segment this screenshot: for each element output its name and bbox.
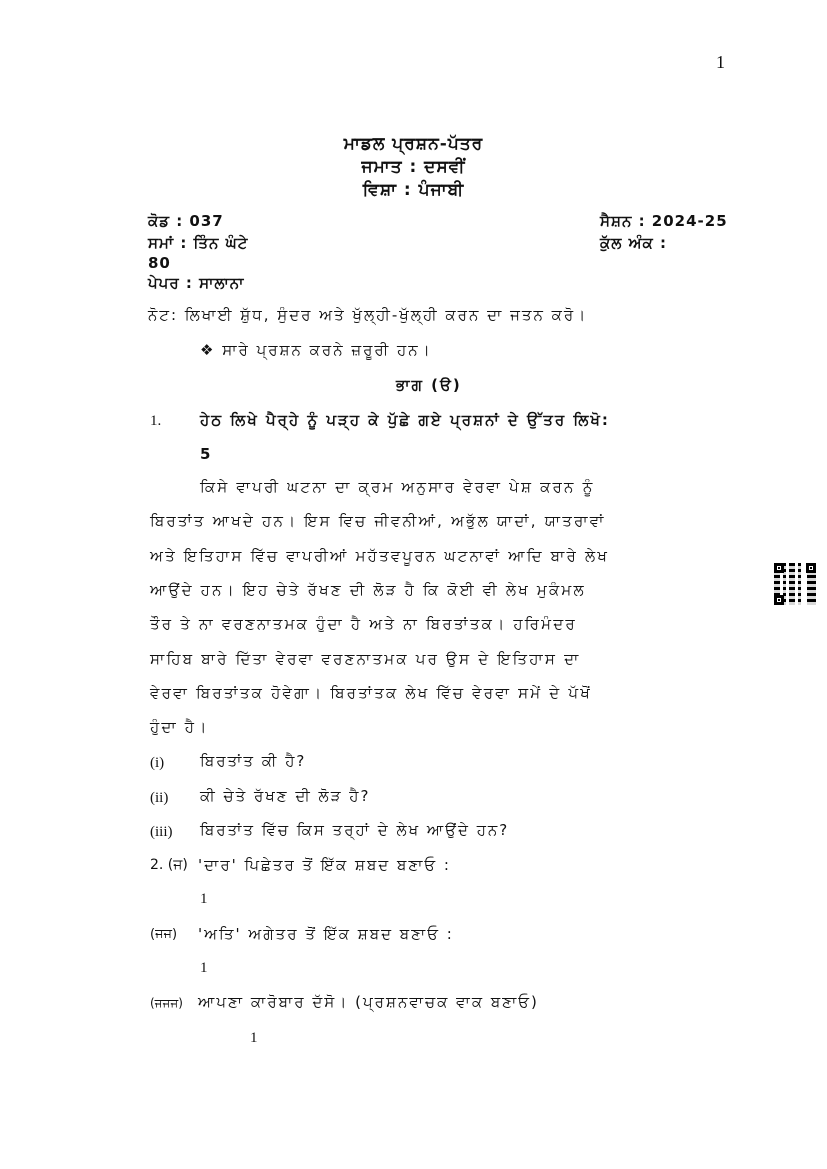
time-allowed: ਸਮਾਂ : ਤਿੰਨ ਘੰਟੇ (148, 234, 249, 252)
paragraph-line: ਤੌਰ ਤੇ ਨਾ ਵਰਣਨਾਤਮਕ ਹੁੰਦਾ ਹੈ ਅਤੇ ਨਾ ਬਿਰਤਾਂਤਕ। ਹਰਿਮੰਦਰ (150, 615, 577, 633)
qr-code-icon (774, 563, 816, 605)
subquestion-text: ਬਿਰਤਾਂਤ ਵਿੱਚ ਕਿਸ ਤਰ੍ਹਾਂ ਦੇ ਲੇਖ ਆਉਂਦੇ ਹਨ? (200, 821, 510, 839)
question-2a-label: 2. (ਜ) (150, 857, 188, 873)
note-1: ਨੋਟ: ਲਿਖਾਈ ਸ਼ੁੱਧ, ਸੁੰਦਰ ਅਤੇ ਖੁੱਲ੍ਹੀ-ਖੁੱਲ੍ਹੀ ਕਰਨ ਦਾ ਜਤਨ ਕਰੋ। (148, 306, 588, 324)
question-2c-text: ਆਪਣਾ ਕਾਰੋਬਾਰ ਦੱਸੋ। (ਪ੍ਰਸ਼ਨਵਾਚਕ ਵਾਕ ਬਣਾਓ) (198, 993, 539, 1011)
title-line-2: ਜਮਾਤ : ਦਸਵੀਂ (361, 157, 466, 177)
question-2c-marks: 1 (250, 1030, 258, 1046)
question-2a-marks: 1 (200, 891, 208, 907)
total-marks-value: 80 (148, 254, 171, 272)
paragraph-line: ਅਤੇ ਇਤਿਹਾਸ ਵਿੱਚ ਵਾਪਰੀਆਂ ਮਹੱਤਵਪੂਰਨ ਘਟਨਾਵਾਂ ਆਦਿ ਬਾਰੇ ਲੇਖ (150, 547, 610, 565)
paragraph-line: ਆਉਂਦੇ ਹਨ। ਇਹ ਚੇਤੇ ਰੱਖਣ ਦੀ ਲੋੜ ਹੈ ਕਿ ਕੋਈ ਵੀ ਲੇਖ ਮੁਕੰਮਲ (150, 581, 586, 599)
question-1-number: 1. (150, 413, 162, 429)
subquestion-label: (ii) (150, 790, 169, 806)
subquestion-text: ਕੀ ਚੇਤੇ ਰੱਖਣ ਦੀ ਲੋੜ ਹੈ? (200, 787, 371, 805)
paragraph-line: ਬਿਰਤਾਂਤ ਆਖਦੇ ਹਨ। ਇਸ ਵਿਚ ਜੀਵਨੀਆਂ, ਅਭੁੱਲ ਯਾਦਾਂ, ਯਾਤਰਾਵਾਂ (150, 512, 606, 530)
subquestion-label: (iii) (150, 824, 173, 840)
title-line-3: ਵਿਸ਼ਾ : ਪੰਜਾਬੀ (362, 180, 465, 200)
title-line-1: ਮਾਡਲ ਪ੍ਰਸ਼ਨ-ਪੱਤਰ (343, 134, 484, 154)
note-2: ❖ ਸਾਰੇ ਪ੍ਰਸ਼ਨ ਕਰਨੇ ਜ਼ਰੂਰੀ ਹਨ। (200, 341, 432, 359)
question-2b-label: (ਜਜ) (150, 927, 178, 942)
question-1-marks: 5 (200, 445, 213, 463)
question-1-text: ਹੇਠ ਲਿਖੇ ਪੈਰ੍ਹੇ ਨੂੰ ਪੜ੍ਹ ਕੇ ਪੁੱਛੇ ਗਏ ਪ੍ਰਸ਼ਨਾਂ ਦੇ ਉੱਤਰ ਲਿਖੋ: (200, 411, 610, 429)
question-2a-text: 'ਦਾਰ' ਪਿਛੇਤਰ ਤੋਂ ਇੱਕ ਸ਼ਬਦ ਬਣਾਓ : (198, 856, 451, 874)
section-heading: ਭਾਗ (ੳ) (396, 376, 462, 394)
paper-type: ਪੇਪਰ : ਸਾਲਾਨਾ (148, 274, 245, 292)
subquestion-label: (i) (150, 755, 165, 771)
page-number: 1 (716, 52, 725, 72)
subquestion-text: ਬਿਰਤਾਂਤ ਕੀ ਹੈ? (200, 752, 307, 770)
paragraph-line: ਕਿਸੇ ਵਾਪਰੀ ਘਟਨਾ ਦਾ ਕ੍ਰਮ ਅਨੁਸਾਰ ਵੇਰਵਾ ਪੇਸ਼ ਕਰਨ ਨੂੰ (200, 478, 595, 496)
session: ਸੈਸ਼ਨ : 2024-25 (600, 212, 728, 230)
question-2c-label: (ਜਜਜ) (150, 996, 183, 1010)
paragraph-line: ਵੇਰਵਾ ਬਿਰਤਾਂਤਕ ਹੋਵੇਗਾ। ਬਿਰਤਾਂਤਕ ਲੇਖ ਵਿੱਚ ਵੇਰਵਾ ਸਮੇਂ ਦੇ ਪੱਖੋਂ (150, 684, 592, 702)
paragraph-line: ਸਾਹਿਬ ਬਾਰੇ ਦਿੱਤਾ ਵੇਰਵਾ ਵਰਣਨਾਤਮਕ ਪਰ ਉਸ ਦੇ ਇਤਿਹਾਸ ਦਾ (150, 650, 581, 668)
question-2b-marks: 1 (200, 960, 208, 976)
question-2b-text: 'ਅਤਿ' ਅਗੇਤਰ ਤੋਂ ਇੱਕ ਸ਼ਬਦ ਬਣਾਓ : (198, 925, 454, 943)
paper-code: ਕੋਡ : 037 (148, 212, 224, 230)
paragraph-line: ਹੁੰਦਾ ਹੈ। (150, 718, 209, 736)
total-marks-label: ਕੁੱਲ ਅੰਕ : (600, 234, 667, 252)
